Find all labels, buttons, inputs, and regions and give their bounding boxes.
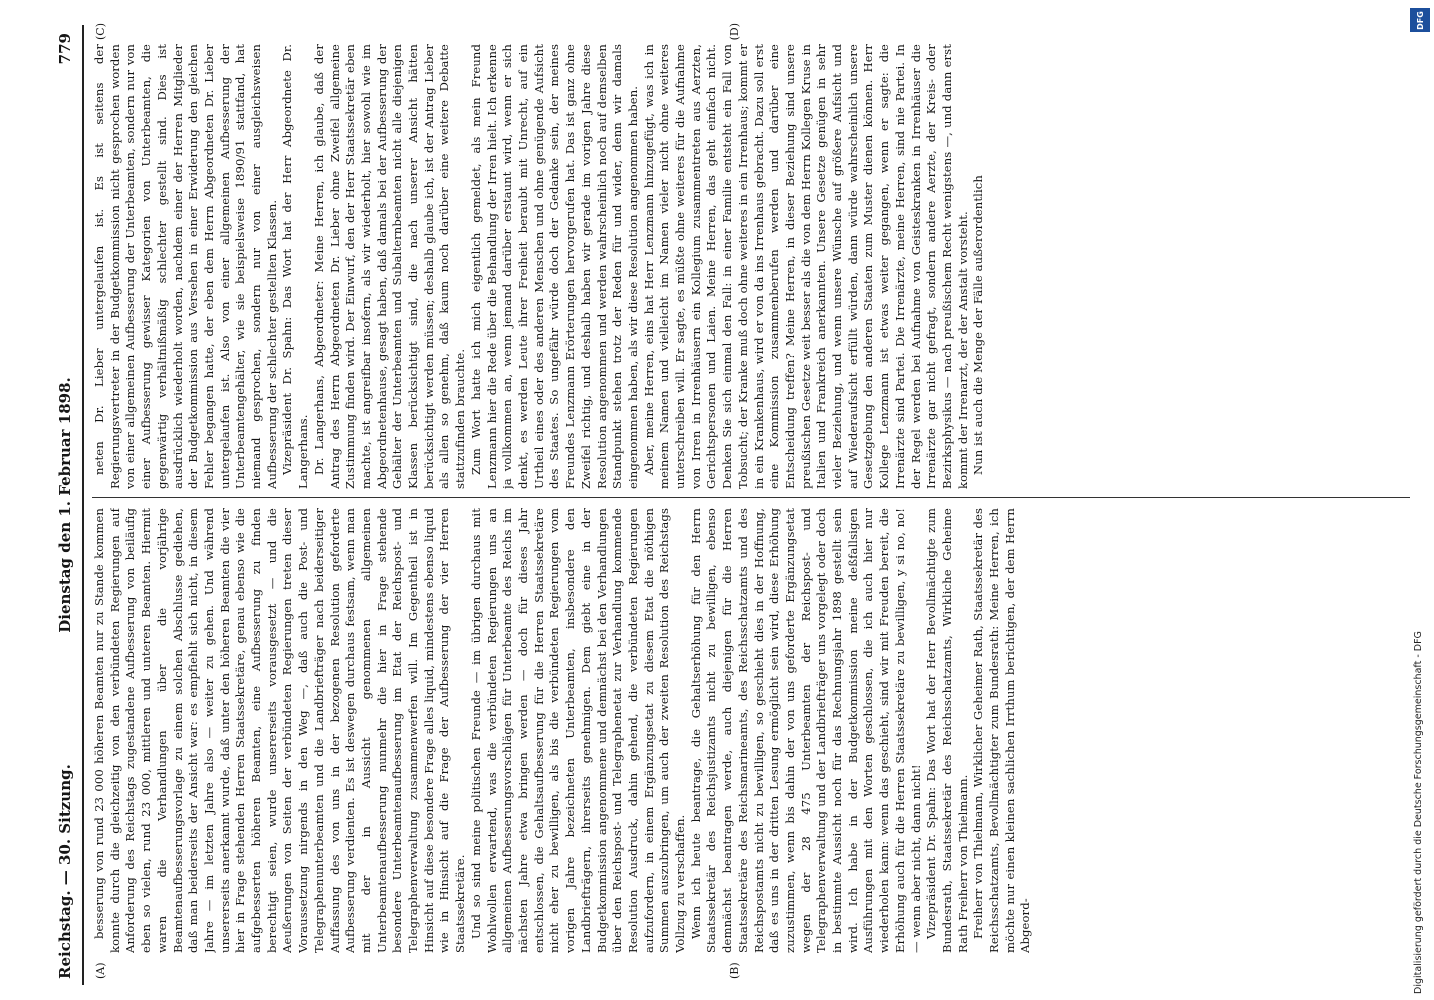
page-header	[50, 25, 80, 985]
left-column	[92, 508, 1410, 953]
paragraph: Dr. Langerhans, Abgeordneter: Meine Herren, ich glaube, daß der Antrag des Herrn Abgeordneten Dr. Lieber ohne Zweifel allgemeine Zustimmung finden wird. Der Einwurf, den der Herr Staatssekretär eben machte, ist angreifbar insofern, als wir wiederholt, hier sowohl wie im Abgeordnetenhause, gesagt haben, daß damals bei der Aufbesserung der Gehälter der Unterbeamten und Subalternbeamten nicht alle diejenigen Klassen berücksichtigt sind, die nach unserer Ansicht hätten berücksichtigt werden müssen; deshalb glaube ich, ist der Antrag Lieber als allen so genehm, daß kaum noch darüber eine weitere Debatte stattzufinden brauchte.	[311, 44, 468, 489]
paragraph: Freiherr von Thielmann, Wirklicher Geheimer Rath, Staatssekretär des Reichsschatzamts, Bevollmächtigter zum Bundesrath: Meine Herren, ich möchte nur einen kleinen sachlichen Irrthum berichtigen, der dem Herrn Abgeord-	[971, 508, 1033, 953]
margin-marker-b: (B)	[728, 962, 741, 979]
paragraph: Und so sind meine politischen Freunde — im übrigen durchaus mit Wohlwollen erwartend, was die verbündeten Regierungen uns an allgemeinen Aufbesserungsvorschlägen für Unterbeamte des Reichs im nächsten Jahre etwa bringen werden — doch für dieses Jahr entschlossen, die Gehaltsaufbesserung für die Herren Staatssekretäre nicht eher zu bewilligen, als bis die verbündeten Regierungen vom vorigen Jahre bezeichneten Unterbeamten, insbesondere den Landbriefträgern, ihrerseits genehmigen. Dem giebt eine in der Budgetkommission angenommene und demnächst bei den Verhandlungen über den Reichspost- und Telegraphenetat zur Verhandlung kommende Resolution Ausdruck, dahin gehend, die verbündeten Regierungen aufzufordern, in einem Ergänzungsetat zu diesem Etat die nöthigen Summen auszubringen, um auch der zweiten Resolution des Reichstags Vollzug zu verschaffen.	[468, 508, 688, 953]
margin-marker-d: (D)	[728, 23, 741, 41]
right-column	[92, 44, 1410, 489]
margin-marker-a: (A)	[94, 962, 107, 979]
header-rule	[82, 25, 84, 985]
page-number: 779	[56, 33, 74, 65]
paragraph: besserung von rund 23 000 höheren Beamten nur zu Stande kommen konnte durch die gleichzeitig von den verbündeten Regierungen auf Anforderung des Reichstags zugestandene Aufbesserung von beiläufig eben so vielen, rund 23 000, mittleren und unteren Beamten. Hiermit waren die Verhandlungen über die vorjährige Beamtenaufbesserungsvorlage zu einem solchen Abschlusse gediehen, daß man beiderseits der Ansicht war: es empfiehlt sich nicht, in diesem Jahre — im letzten Jahre also — weiter zu gehen. Und während unsererseits anerkannt wurde, daß unter den höheren Beamten die vier hier in Frage stehenden Herren Staatssekretäre, genau ebenso wie die aufgebesserten höheren Beamten, eine Aufbesserung zu finden berechtigt seien, wurde unsererseits vorausgesetzt — und die Aeußerungen von Seiten der verbündeten Regierungen treten dieser Voraussetzung nirgends in den Weg —, daß auch die Post- und Telegraphenunterbeamten und die Landbriefträger nach beiderseitiger Auffassung des von uns in der bezogenen Resolution geforderte Aufbesserung verdienten. Es ist deswegen durchaus festsam, wenn man mit der in Aussicht genommenen allgemeinen Unterbeamtenaufbesserung nunmehr die hier in Frage stehende besondere Unterbeamtenaufbesserung im Etat der Reichspost- und Telegraphenverwaltung zusammenwerfen will. Im Gegentheil ist in Hinsicht auf diese besondere Frage alles liquid, mindestens ebenso liquid wie in Hinsicht auf die Frage der Aufbesserung der vier Herren Staatssekretäre.	[92, 508, 468, 953]
header-left: Reichstag. — 30. Sitzung.	[56, 764, 74, 979]
digitization-stamp	[1406, 6, 1432, 994]
margin-marker-c: (C)	[94, 23, 107, 40]
paragraph: Zum Wort hatte ich mich eigentlich gemeldet, als mein Freund Lenzmann hier die Rede über die Behandlung der Irren hielt. Ich erkenne ja vollkommen an, wenn jemand darüber erstaunt wird, wenn er sich denkt, es werden Leute ihrer Freiheit beraubt mit Unrecht, auf ein Urtheil eines oder des anderen Menschen und ohne genügende Aufsicht des Staates. So ungefähr würde doch der Gedanke sein, der meines Freundes Lenzmann Erörterungen hervorgerufen hat. Das ist ganz ohne Zweifel richtig, und deshalb haben wir gerade im vorigen Jahre diese Resolution angenommen und werden wahrscheinlich noch auf demselben Standpunkt stehen trotz der Reden für und wider, denn wir damals eingenommen haben, als wir diese Resolution angenommen haben.	[468, 44, 640, 489]
dfg-logo-text: DFG	[1415, 10, 1425, 30]
stamp-text: Digitalisierung gefördert durch die Deutsche Forschungsgemeinschaft - DFG	[1413, 631, 1424, 994]
rotated-page	[50, 25, 1430, 985]
paragraph: Wenn ich heute beantrage, die Gehaltserhöhung für den Herrn Staatssekretär des Reichsjustizamts nicht zu bewilligen, ebenso demnächst beantragen werde, auch diejenigen für die Herren Staatssekretäre des Reichsmarineamts, des Reichsschatzamts und des Reichspostamts nicht zu bewilligen, so geschieht dies in der Hoffnung, daß es uns in der dritten Lesung ermöglicht sein wird, diese Erhöhung zuzustimmen, wenn bis dahin der von uns geforderte Ergänzungsetat wegen der 28 475 Unterbeamten der Reichspost- und Telegraphenverwaltung und der Landbriefträger uns vorgelegt oder doch in bestimmte Aussicht noch für das Rechnungsjahr 1898 gestellt sein wird. Ich habe in der Budgetkommission meine deßfallsigen Ausführungen mit den Worten geschlossen, die ich auch hier nur wiederholen kann: wenn das geschieht, sind wir mit Freuden bereit, die Erhöhung auch für die Herren Staatssekretäre zu bewilligen, y si no, no! — wenn aber nicht, dann nicht!	[688, 508, 923, 953]
header-date: Dienstag den 1. Februar 1898.	[56, 377, 74, 633]
paragraph: neten Dr. Lieber untergelaufen ist. Es ist seitens der Regierungsvertreter in der Budgetkommission nicht gesprochen worden von einer allgemeinen Aufbesserung der Unterbeamten, sondern nur von einer Aufbesserung gewisser Kategorien von Unterbeamten, die gegenwärtig verhältnißmäßig schlechter gestellt sind. Dies ist ausdrücklich wiederholt worden, nachdem einer der Herren Mitglieder der Budgetkommission aus Versehen in einer Erwiderung den gleichen Fehler begangen hatte, der eben dem Herrn Abgeordneten Dr. Lieber untergelaufen ist. Also von einer allgemeinen Aufbesserung der Unterbeamtengehälter, wie sie beispielsweise 1890/91 stattfand, hat niemand gesprochen, sondern nur von einer ausgleichsweisen Aufbesserung der schlechter gestellten Klassen.	[92, 44, 279, 489]
paragraph: Nun ist auch die Menge der Fälle außerordentlich	[971, 175, 986, 475]
paragraph: Aber, meine Herren, eins hat Herr Lenzmann hinzugefügt, was ich in meinem Namen und vielleicht im Namen vieler nicht ohne weiteres unterschreiben will. Er sagte, es müßte ohne weiteres für die Aufnahme von Irren in Irrenhäusern ein Kollegium zusammentreten aus Aerzten, Gerichtspersonen und Laien. Meine Herren, das geht einfach nicht. Denken Sie sich einmal den Fall: in einer Familie entsteht ein Fall von Tobsucht; der Kranke muß doch ohne weiteres in ein Irrenhaus; kommt er in ein Krankenhaus, wird er von da ins Irrenhaus gebracht. Dazu soll erst eine Kommission zusammenberufen werden und darüber eine Entscheidung treffen? Meine Herren, in dieser Beziehung sind unsere preußischen Gesetze weit besser als die von dem Herrn Kollegen Kruse in Italien und Frankreich anerkannten. Unsere Gesetze genügen in sehr vieler Beziehung, und wenn unsere Wünsche auf größere Aufsicht und auf Wiederaufsicht erfüllt würden, dann würde wahrscheinlich unsere Gesetzgebung den anderen Staaten zum Muster dienen können. Herr Kollege Lenzmann ist etwas weiter gegangen, wenn er sagte: die Irrenärzte sind Partei. Die Irrenärzte, meine Herren, sind nie Partei. In der Regel werden bei Aufnahme von Geisteskranken in Irrenhäuser die Irrenärzte gar nicht gefragt, sondern andere Aerzte, der Kreis- oder Bezirksphysikus — nach preußischem Recht wenigstens —, und dann erst kommt der Irrenarzt, der der Anstalt vorsteht.	[641, 44, 970, 489]
dfg-logo	[1410, 8, 1430, 32]
paragraph: Vizepräsident Dr. Spahn: Das Wort hat der Herr Abgeordnete Dr. Langerhans.	[280, 44, 311, 489]
column-divider	[92, 497, 1410, 498]
paragraph: Vizepräsident Dr. Spahn: Das Wort hat der Herr Bevollmächtigte zum Bundesrath, Staatssekretär des Reichsschatzamts, Wirkliche Geheime Rath Freiherr von Thielmann.	[924, 508, 970, 953]
